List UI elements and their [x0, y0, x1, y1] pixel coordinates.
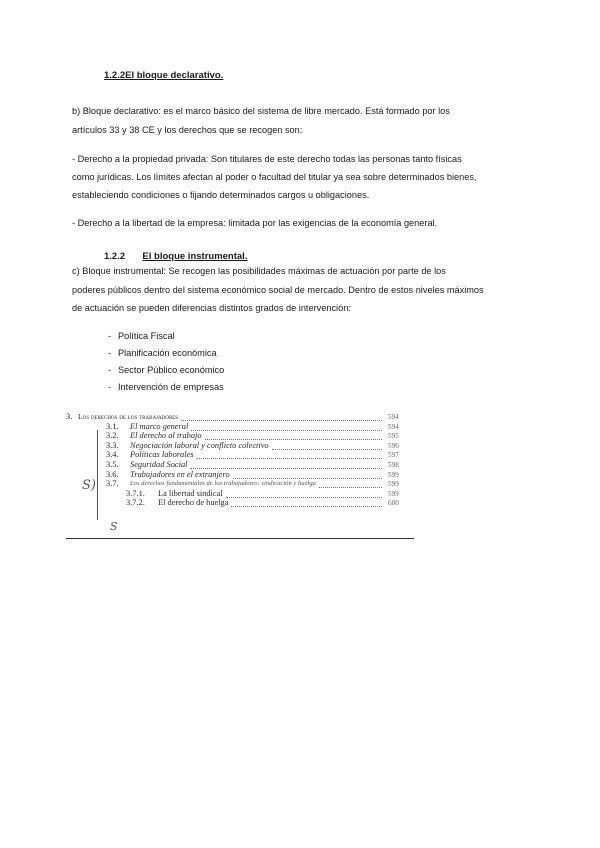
- bullet-libertad-empresa: - Derecho a la libertad de la empresa: limitada por las exigencias de la economía general.: [72, 218, 438, 228]
- bullet-propiedad-line2: como jurídicas. Los límites afectan al poder o facultad del titular ya sea sobre determinados bienes,: [72, 172, 477, 182]
- toc-entry-page: 596: [388, 441, 399, 450]
- toc-entry-page: 594: [388, 413, 399, 421]
- toc-dot-leader: [231, 506, 382, 507]
- toc-entry-page: 599: [388, 489, 399, 498]
- toc-dot-leader: [233, 478, 382, 479]
- toc-entry-page: 595: [388, 432, 399, 441]
- bullet-propiedad-line3: estableciendo condiciones o fijando determinados cargos u obligaciones.: [72, 190, 370, 200]
- toc-entry-page: 598: [388, 461, 399, 469]
- list-item: - Intervención de empresas: [108, 382, 224, 392]
- toc-entry-title: La libertad sindical: [158, 488, 223, 498]
- toc-entry-page: 599: [388, 470, 399, 479]
- toc-entry-title: El derecho al trabajo: [130, 431, 202, 441]
- paragraph-c-line1: c) Bloque instrumental: Se recogen las posibilidades máximas de actuación por parte de los: [72, 266, 446, 276]
- list-item: - Política Fiscal: [108, 331, 175, 341]
- toc-entry-page: 600: [388, 499, 399, 508]
- toc-dot-leader: [191, 430, 382, 431]
- toc-entry-title: El marco general: [130, 421, 189, 431]
- toc-entry-page: 599: [388, 480, 399, 489]
- handwritten-mark: S: [110, 520, 118, 533]
- toc-entry-title: Seguridad Social: [130, 460, 188, 469]
- section-heading-instrumental: [104, 251, 247, 262]
- toc-entry-page: 597: [388, 451, 399, 460]
- toc-entry-title: Políticas laborales: [130, 450, 194, 460]
- toc-entry-number: 3.1.: [106, 421, 119, 431]
- paragraph-b-line1: b) Bloque declarativo: es el marco básico del sistema de libre mercado. Está formado por los: [72, 106, 450, 116]
- paragraph-c-line3: de actuación se pueden diferencias distintos grados de intervención:: [72, 303, 351, 313]
- toc-dot-leader: [181, 420, 382, 421]
- toc-entry-number: 3.7.: [106, 479, 119, 489]
- section-heading-number: 1.2.2: [104, 251, 126, 262]
- toc-dot-leader: [319, 487, 382, 488]
- paragraph-c-line2: poderes públicos dentro del sistema económico social de mercado. Dentro de estos niveles máximos: [72, 285, 484, 295]
- toc-dot-leader: [226, 497, 382, 498]
- toc-entry-number: 3.3.: [106, 440, 119, 450]
- toc-entry-number: 3.6.: [106, 469, 119, 479]
- bullet-propiedad-line1: - Derecho a la propiedad privada: Son titulares de este derecho todas las personas tanto físicas: [72, 154, 462, 164]
- toc-dot-leader: [190, 468, 382, 469]
- toc-entry-title: Trabajadores en el extranjero: [130, 469, 230, 479]
- toc-entry-number: 3.7.1.: [126, 488, 145, 498]
- toc-entry-number: 3.4.: [106, 450, 119, 460]
- list-item: - Sector Público económico: [108, 365, 225, 375]
- handwritten-mark: S): [82, 478, 96, 493]
- toc-entry-title: El derecho de huelga: [158, 498, 229, 508]
- handwritten-bracket: [97, 430, 98, 520]
- toc-dot-leader: [205, 439, 382, 440]
- toc-dot-leader: [197, 458, 382, 459]
- toc-dot-leader: [272, 449, 382, 450]
- toc-entry-title: Negociación laboral y conflicto colectivo: [130, 440, 269, 450]
- paragraph-b-line2: artículos 33 y 38 CE y los derechos que se recogen son:: [72, 125, 303, 135]
- scanned-toc-image: [66, 410, 414, 542]
- toc-entry-number: 3.: [66, 412, 73, 421]
- toc-entry-number: 3.5.: [106, 460, 119, 469]
- toc-entry-number: 3.7.2.: [126, 498, 145, 508]
- section-heading-title: El bloque instrumental.: [142, 251, 248, 262]
- toc-entry-title: Los derechos fundamentales de los trabajadores: sindicación y huelga: [130, 480, 316, 488]
- toc-entry-number: 3.2.: [106, 431, 119, 441]
- list-item: - Planificación económica: [108, 348, 217, 358]
- toc-entry-page: 594: [388, 422, 399, 431]
- section-heading-declarativo: 1.2.2El bloque declarativo.: [104, 70, 224, 81]
- scan-bottom-rule: [66, 538, 414, 539]
- toc-entry-title: Los derechos de los trabajadores: [78, 412, 179, 421]
